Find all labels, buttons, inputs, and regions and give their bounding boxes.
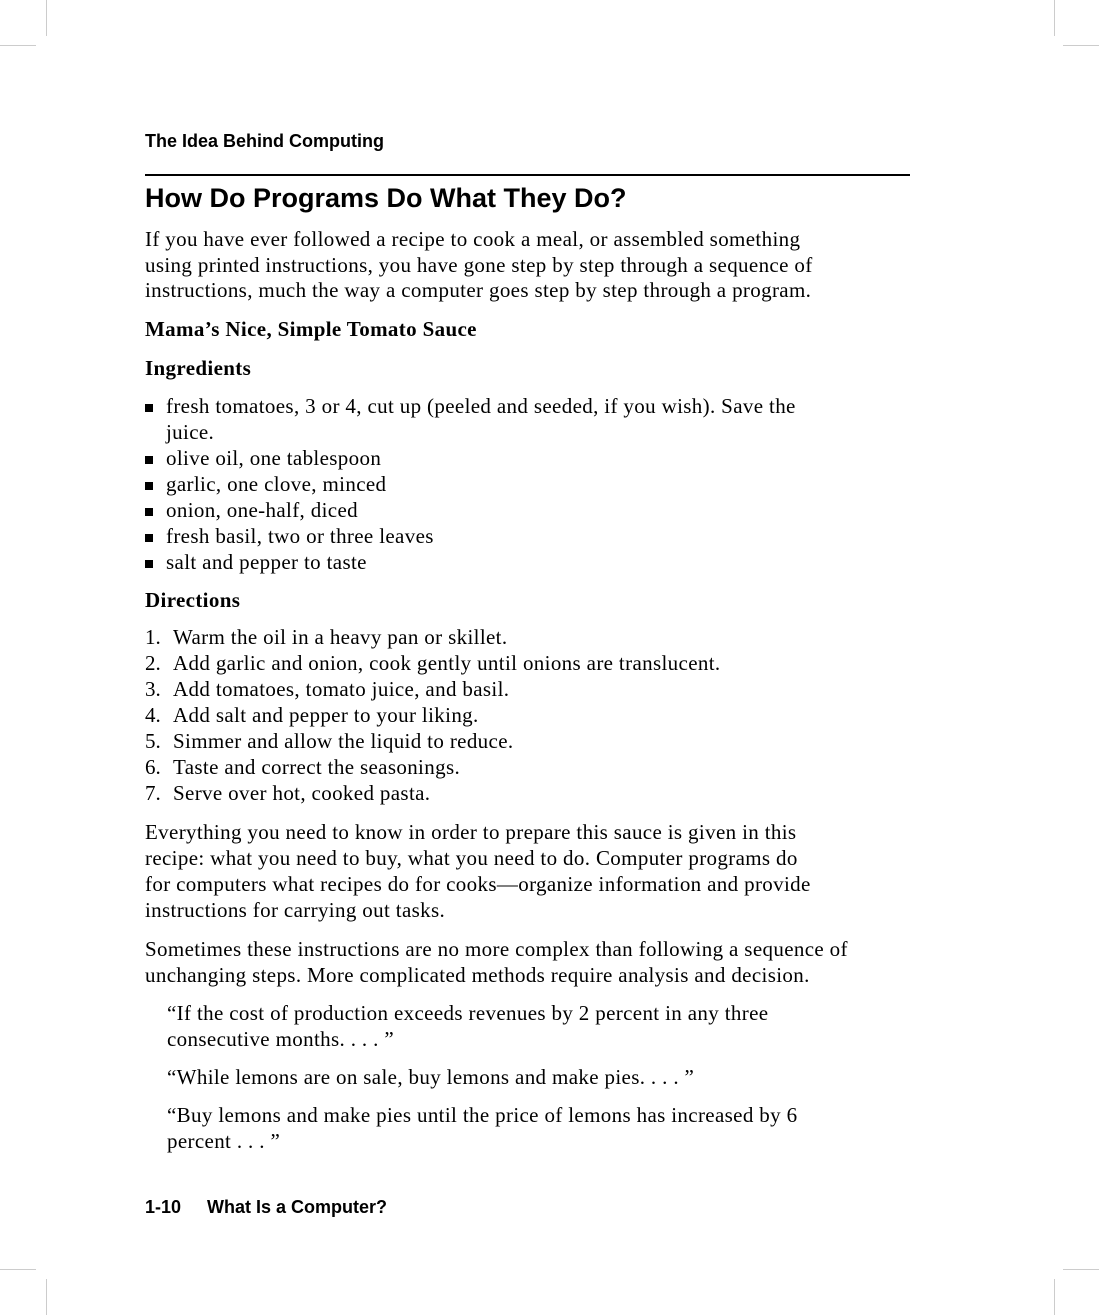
- bullet-icon: [145, 508, 153, 516]
- step-text: Simmer and allow the liquid to reduce.: [173, 729, 514, 753]
- paragraph-line: Sometimes these instructions are no more complex than following a sequence of: [145, 937, 848, 961]
- crop-mark: [46, 1279, 47, 1315]
- intro-line: instructions, much the way a computer goes step by step through a program.: [145, 278, 812, 302]
- ingredients-heading: Ingredients: [145, 356, 252, 380]
- ingredient-item: fresh tomatoes, 3 or 4, cut up (peeled and seeded, if you wish). Save the: [166, 394, 796, 418]
- bullet-icon: [145, 560, 153, 568]
- step-text: Add salt and pepper to your liking.: [173, 703, 479, 727]
- step-number: 7.: [145, 781, 161, 805]
- running-header: The Idea Behind Computing: [145, 131, 384, 151]
- crop-mark: [0, 45, 36, 46]
- step-text: Taste and correct the seasonings.: [173, 755, 461, 779]
- step-text: Serve over hot, cooked pasta.: [173, 781, 431, 805]
- paragraph-line: for computers what recipes do for cooks—organize information and provide: [145, 872, 811, 896]
- paragraph-line: recipe: what you need to buy, what you need to do. Computer programs do: [145, 846, 798, 870]
- paragraph-line: Everything you need to know in order to prepare this sauce is given in this: [145, 820, 797, 844]
- paragraph-line: instructions for carrying out tasks.: [145, 898, 446, 922]
- bullet-icon: [145, 534, 153, 542]
- ingredient-item: garlic, one clove, minced: [166, 472, 387, 496]
- crop-mark: [1054, 0, 1055, 36]
- step-text: Add tomatoes, tomato juice, and basil.: [173, 677, 510, 701]
- step-number: 5.: [145, 729, 161, 753]
- crop-mark: [1063, 45, 1099, 46]
- ingredient-item: olive oil, one tablespoon: [166, 446, 382, 470]
- header-rule: [145, 174, 910, 176]
- page-title: How Do Programs Do What They Do?: [145, 183, 627, 213]
- ingredient-item-cont: juice.: [166, 420, 215, 444]
- crop-mark: [1054, 1279, 1055, 1315]
- footer-page-number: 1-10: [145, 1197, 182, 1217]
- recipe-title: Mama’s Nice, Simple Tomato Sauce: [145, 317, 477, 341]
- crop-mark: [0, 1269, 36, 1270]
- paragraph-line: unchanging steps. More complicated methods require analysis and decision.: [145, 963, 810, 987]
- intro-line: If you have ever followed a recipe to cook a meal, or assembled something: [145, 227, 801, 251]
- ingredient-item: salt and pepper to taste: [166, 550, 367, 574]
- step-text: Add garlic and onion, cook gently until onions are translucent.: [173, 651, 721, 675]
- ingredient-item: onion, one-half, diced: [166, 498, 358, 522]
- quote-line: percent . . . ”: [167, 1129, 281, 1153]
- crop-mark: [1063, 1269, 1099, 1270]
- crop-mark: [46, 0, 47, 36]
- ingredient-item: fresh basil, two or three leaves: [166, 524, 434, 548]
- bullet-icon: [145, 456, 153, 464]
- quote-line: “If the cost of production exceeds revenues by 2 percent in any three: [167, 1001, 769, 1025]
- step-text: Warm the oil in a heavy pan or skillet.: [173, 625, 508, 649]
- step-number: 3.: [145, 677, 161, 701]
- bullet-icon: [145, 482, 153, 490]
- step-number: 2.: [145, 651, 161, 675]
- quote-line: consecutive months. . . . ”: [167, 1027, 394, 1051]
- quote-line: “While lemons are on sale, buy lemons and make pies. . . . ”: [167, 1065, 695, 1089]
- footer-chapter: What Is a Computer?: [207, 1197, 388, 1217]
- step-number: 6.: [145, 755, 161, 779]
- step-number: 1.: [145, 625, 161, 649]
- bullet-icon: [145, 404, 153, 412]
- intro-line: using printed instructions, you have gone step by step through a sequence of: [145, 253, 813, 277]
- quote-line: “Buy lemons and make pies until the price of lemons has increased by 6: [167, 1103, 798, 1127]
- directions-heading: Directions: [145, 588, 241, 612]
- step-number: 4.: [145, 703, 161, 727]
